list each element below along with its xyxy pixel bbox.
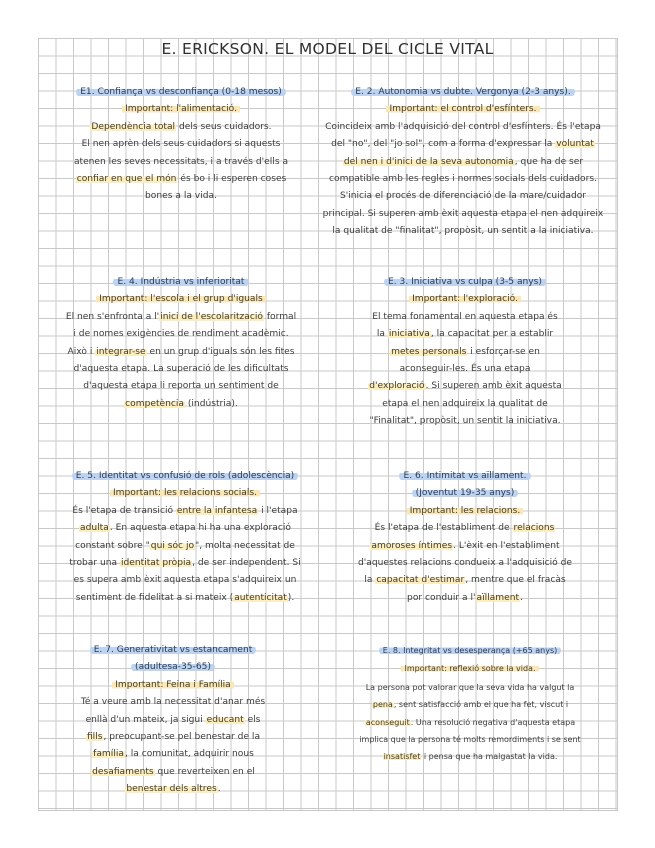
text-line [50, 572, 320, 589]
stage-heading: E. 3. Iniciativa vs culpa (3-5 anys) [384, 277, 546, 287]
text-line [50, 136, 312, 153]
body-text: . En aquesta etapa hi ha una exploració [109, 523, 291, 534]
text-line [334, 396, 596, 413]
body-text: El tema fonamental en aquesta etapa és [372, 311, 558, 322]
highlighted-text: entre la infantesa [176, 505, 258, 516]
stage-important: Important: les relacions. [407, 506, 524, 516]
highlighted-text: identitat pròpia [120, 558, 192, 569]
text-line [334, 590, 596, 607]
text-line [330, 696, 610, 713]
body-text: S'inicia el procés de diferenciació de la mare/cuidador [339, 191, 587, 202]
highlighted-text: aconseguit [365, 717, 410, 727]
body-text: que reverteixen en el [154, 766, 255, 777]
text-line [50, 396, 312, 413]
body-text: compatible amb les regles i normes socials dels cuidadors. [329, 174, 597, 185]
highlighted-text: voluntat [556, 139, 594, 150]
body-text: i esforçar-se en [467, 346, 540, 357]
body-text: enllà d'un mateix, ja sigui [85, 714, 206, 725]
body-text: , que ha de ser [514, 156, 584, 167]
stage-subheading: (Joventut 19-35 anys) [412, 488, 519, 498]
text-line [318, 171, 608, 188]
text-line [330, 731, 610, 748]
body-text: del "no", del "jo sol", com a forma d'expressar la [331, 139, 556, 150]
text-line [42, 764, 304, 781]
body-text: sentiment de fidelitat a si mateix ( [75, 592, 234, 603]
highlighted-text: competència [125, 398, 184, 409]
body-text: Això i [67, 346, 96, 357]
highlighted-text: aïllament [476, 592, 520, 603]
text-line [318, 119, 608, 136]
stage-important: Important: Feina i Família [112, 680, 234, 690]
body-text: i de nomes exigències de rendiment acadèmic. [73, 329, 289, 340]
stage-important: Important: el control d'esfínters. [386, 104, 539, 114]
body-text: en un grup d'iguals són les fites [146, 346, 295, 357]
highlighted-text: qui sóc jo [150, 540, 195, 551]
stage-text [318, 119, 608, 241]
text-line [50, 309, 312, 326]
stage-block [50, 274, 312, 413]
body-text: la qualitat de "finalitat", propòsit, un sentit a la iniciativa. [332, 226, 594, 237]
body-text: d'aquestes relacions condueix a l'adquisició de [358, 558, 572, 569]
text-line [50, 520, 320, 537]
highlighted-text: desafiaments [92, 766, 154, 777]
text-line [334, 344, 596, 361]
stage-heading: E. 4. Indústria vs inferioritat [113, 277, 248, 287]
text-line [334, 413, 596, 430]
highlighted-text: confiar en que el món [76, 174, 177, 185]
body-text: És l'etapa de transició [72, 505, 176, 516]
text-line [334, 326, 596, 343]
body-text: i l'etapa [258, 505, 298, 516]
body-text: por conduir a l' [407, 592, 476, 603]
body-text: . L'èxit en l'establiment [453, 540, 560, 551]
highlighted-text: integrar-se [96, 346, 146, 357]
body-text: formal [263, 311, 297, 322]
body-text: El nen aprèn dels seus cuidadors si aquests [81, 139, 281, 150]
body-text: és bo i li esperen coses [177, 174, 287, 185]
body-text: etapa el nen adquireix la qualitat de [382, 398, 548, 409]
text-line [330, 748, 610, 765]
text-line [50, 538, 320, 555]
text-line [334, 538, 596, 555]
body-text: (indústria). [184, 398, 238, 409]
highlighted-text: del nen i d'inici de la seva autonomia [343, 156, 514, 167]
body-text: aconseguir-les. És una etapa [399, 364, 531, 375]
highlighted-text: pena [372, 700, 393, 710]
stage-text [334, 520, 596, 607]
body-text: . Si superen amb èxit aquesta [425, 381, 562, 392]
stage-heading: E. 6. Intimitat vs aïllament. [399, 471, 530, 481]
body-text: la [376, 329, 388, 340]
stage-block [318, 84, 608, 241]
highlighted-text: iniciativa [388, 329, 430, 340]
body-text: trobar una [69, 558, 120, 569]
body-text: , mentre que el fracàs [465, 575, 566, 586]
body-text: es supera amb èxit aquesta etapa s'adquireix un [73, 575, 297, 586]
text-line [42, 712, 304, 729]
body-text: Té a veure amb la necessitat d'anar més [80, 697, 266, 708]
stage-text [50, 503, 320, 607]
body-text: d'aquesta etapa li reporta un sentiment de [83, 381, 279, 392]
body-text: d'aquesta etapa. La superació de les dificultats [73, 364, 289, 375]
stage-text [334, 309, 596, 431]
stage-heading: E. 5. Identitat vs confusió de rols (adolescència) [72, 471, 298, 481]
text-line [42, 729, 304, 746]
text-line [318, 223, 608, 240]
stage-block [42, 642, 304, 799]
text-line [334, 378, 596, 395]
body-text: , de ser independent. Si [192, 558, 301, 569]
text-line [318, 188, 608, 205]
text-line [50, 119, 312, 136]
body-text: , la comunitat, adquirir nous [124, 749, 254, 760]
body-text: És l'etapa de l'establiment de [374, 523, 513, 534]
text-line [50, 344, 312, 361]
stage-block [50, 84, 312, 206]
text-line [42, 694, 304, 711]
stage-important: Important: l'alimentació. [122, 104, 240, 114]
body-text: ", molta necessitat de [195, 540, 295, 551]
text-line [50, 361, 312, 378]
stage-text [42, 694, 304, 798]
body-text: dels seus cuidadors. [176, 121, 272, 132]
stage-important: Important: reflexió sobre la vida. [401, 664, 538, 673]
text-line [50, 590, 320, 607]
stage-heading: E. 8. Integritat vs desesperança (+65 anys) [379, 646, 561, 655]
body-text: La persona pot valorar que la seva vida ha valgut la [365, 682, 575, 692]
highlighted-text: família [93, 749, 124, 760]
stage-heading: E. 7. Generativitat vs estancament [90, 645, 257, 655]
body-text: . [217, 784, 221, 795]
stage-text [50, 309, 312, 413]
highlighted-text: educant [206, 714, 244, 725]
text-line [50, 171, 312, 188]
highlighted-text: autenticitat [234, 592, 287, 603]
text-line [318, 154, 608, 171]
text-line [50, 378, 312, 395]
text-line [50, 154, 312, 171]
body-text: els [244, 714, 261, 725]
stage-block [334, 274, 596, 431]
body-text: . Una resolució negativa d'aquesta etapa [410, 717, 576, 727]
body-text: principal. Si superen amb èxit aquesta etapa el nen adquireix [322, 208, 604, 219]
text-line [334, 520, 596, 537]
stage-subheading: (adultesa-35-65) [131, 662, 215, 672]
text-line [334, 309, 596, 326]
body-text: "Finalitat", propòsit, un sentit la iniciativa. [369, 416, 561, 427]
highlighted-text: capacitat d'estimar [376, 575, 465, 586]
body-text: atenen les seves necessitats, i a través d'ells a [73, 156, 289, 167]
text-line [318, 136, 608, 153]
text-line [50, 503, 320, 520]
body-text: implica que la persona té molts remordiments i se sent [359, 735, 581, 745]
highlighted-text: metes personals [391, 346, 467, 357]
stage-heading: E. 2. Autonomia vs dubte. Vergonya (2-3 anys). [351, 87, 574, 97]
text-line [50, 555, 320, 572]
text-line [334, 361, 596, 378]
highlighted-text: Dependència total [91, 121, 176, 132]
text-line [330, 679, 610, 696]
stage-block [330, 642, 610, 766]
body-text: bones a la vida. [145, 191, 217, 202]
text-line [50, 188, 312, 205]
stage-text [50, 119, 312, 206]
highlighted-text: adulta [80, 523, 109, 534]
text-line [334, 555, 596, 572]
body-text: ). [287, 592, 295, 603]
text-line [330, 714, 610, 731]
stage-text [330, 679, 610, 766]
page-title: E. ERICKSON. EL MODEL DEL CICLE VITAL [161, 40, 494, 58]
text-line [50, 326, 312, 343]
highlighted-text: fills [86, 732, 103, 743]
stage-block [334, 468, 596, 607]
stage-important: Important: l'escola i el grup d'iguals [96, 294, 266, 304]
stage-heading: E1. Confiança vs desconfiança (0-18 mesos) [76, 87, 286, 97]
highlighted-text: insatisfet [383, 752, 421, 762]
body-text: , sent satisfacció amb el que ha fet, viscut i [393, 700, 569, 710]
body-text: . [520, 592, 523, 603]
body-text: la [364, 575, 376, 586]
highlighted-text: amoroses íntimes [371, 540, 453, 551]
text-line [334, 572, 596, 589]
body-text: El nen s'enfronta a l' [65, 311, 160, 322]
highlighted-text: d'exploració [369, 381, 425, 392]
stage-block [50, 468, 320, 607]
body-text: constant sobre " [75, 540, 150, 551]
highlighted-text: inici de l'escolarització [160, 311, 263, 322]
stage-important: Important: les relacions socials. [110, 488, 260, 498]
body-text: , preocupant-se pel benestar de la [103, 732, 261, 743]
body-text: , la capacitat per a establir [430, 329, 554, 340]
body-text: i pensa que ha malgastat la vida. [421, 752, 558, 762]
stage-important: Important: l'exploració. [409, 294, 521, 304]
text-line [42, 746, 304, 763]
highlighted-text: relacions [513, 523, 555, 534]
highlighted-text: benestar dels altres [126, 784, 217, 795]
body-text: Coincideix amb l'adquisició del control d'esfínters. És l'etapa [325, 121, 601, 132]
text-line [318, 206, 608, 223]
text-line [42, 781, 304, 798]
